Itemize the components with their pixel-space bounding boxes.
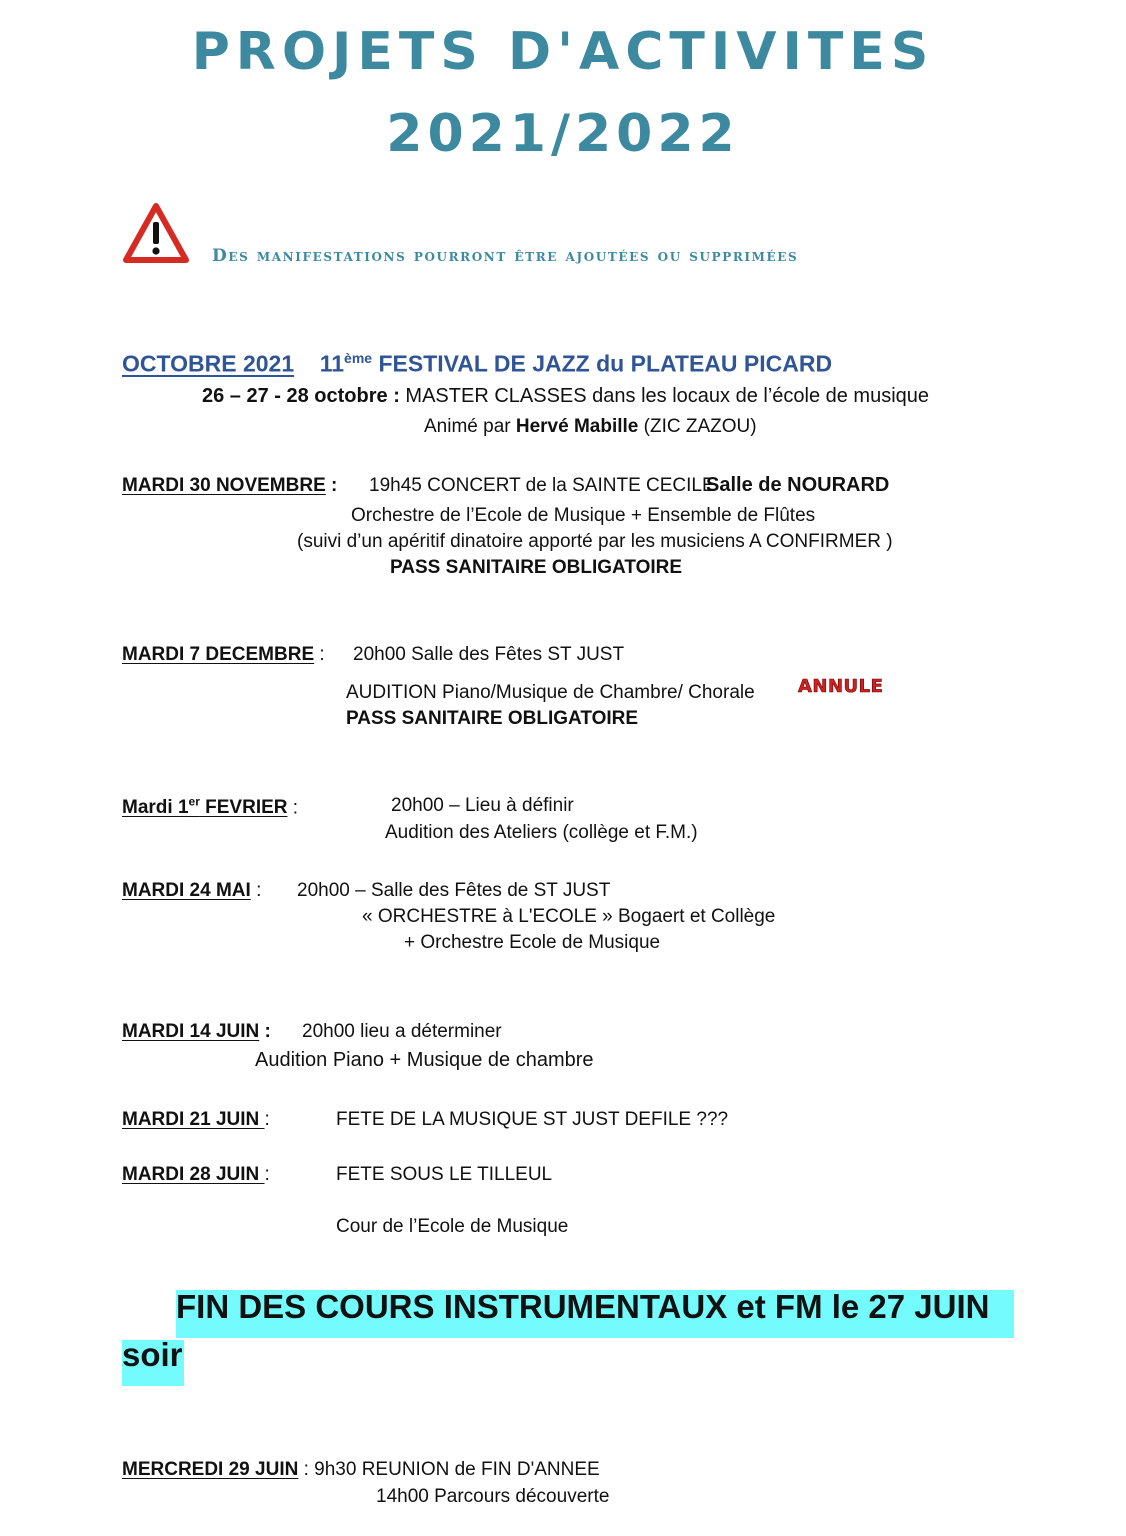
event-june-28 [122,1164,270,1186]
june-29-line-2: 14h00 Parcours découverte [376,1486,610,1507]
date-colon: : [250,880,262,901]
october-month: OCTOBRE 2021 [122,350,295,377]
event-venue-november: Salle de NOURARD [706,474,890,496]
event-date-june-28: MARDI 28 JUIN [122,1164,265,1185]
date-colon: : [287,797,299,819]
festival-number-suffix: ème [344,350,373,366]
date-colon: : [264,1164,270,1185]
event-june-21 [122,1109,270,1131]
december-line-2: AUDITION Piano/Musique de Chambre/ Chorale [346,682,755,703]
event-date-june-29: MERCREDI 29 JUIN [122,1459,299,1480]
festival-name: FESTIVAL DE JAZZ du PLATEAU PICARD [372,350,833,377]
november-pass-sanitaire: PASS SANITAIRE OBLIGATOIRE [390,557,683,578]
event-june-14 [122,1021,271,1043]
november-line-2: Orchestre de l’Ecole de Musique + Ensemble de Flûtes [351,505,816,526]
event-time-june-14: 20h00 lieu a déterminer [302,1021,502,1042]
master-classes-line [202,385,929,408]
november-line-3: (suivi d’un apéritif dinatoire apporté par les musiciens A CONFIRMER ) [297,531,893,552]
event-time-february: 20h00 – Lieu à définir [391,795,574,816]
event-date-february [122,797,288,818]
page-subtitle-year: 2021/2022 [386,104,740,164]
date-colon: : [264,1109,270,1130]
event-date-may: MARDI 24 MAI [122,880,251,901]
feb-date-day: Mardi 1 [122,797,189,819]
warning-notice: Des manifestations pourront être ajoutées ou supprimées [212,246,799,266]
animator-prefix: Animé par [424,416,516,437]
end-of-classes-line-2: soir [122,1336,183,1373]
event-june-29 [122,1459,600,1481]
master-classes-dates: 26 – 27 - 28 octobre : [202,385,400,407]
date-colon: : [325,475,338,496]
date-colon: : [259,1021,271,1042]
event-time-november: 19h45 CONCERT de la SAINTE CECILE [369,475,715,496]
event-time-june-29: : 9h30 REUNION de FIN D'ANNEE [298,1459,600,1480]
festival-number: 11 [319,350,345,377]
animator-name: Hervé Mabille [515,416,639,437]
event-date-june-21: MARDI 21 JUIN [122,1109,265,1130]
event-time-may: 20h00 – Salle des Fêtes de ST JUST [297,880,611,901]
event-date-december: MARDI 7 DECEMBRE [122,644,315,665]
december-pass-sanitaire: PASS SANITAIRE OBLIGATOIRE [346,708,639,729]
may-line-2: « ORCHESTRE à L'ECOLE » Bogaert et Collège [362,906,776,927]
date-colon: : [314,644,325,665]
october-heading [122,350,832,378]
animator-line [424,416,757,438]
warning-triangle-icon [122,202,190,264]
may-line-3: + Orchestre Ecole de Musique [404,932,661,953]
event-november-detail [369,475,715,497]
end-of-classes-line-1: FIN DES COURS INSTRUMENTAUX et FM le 27 JUIN [176,1288,990,1325]
june-14-line-2: Audition Piano + Musique de chambre [255,1049,594,1071]
status-badge-annule: ANNULE [798,676,884,697]
event-text-june-28: FETE SOUS LE TILLEUL [336,1164,553,1185]
page-title: PROJETS D'ACTIVITES [191,22,935,82]
feb-date-suffix: er [188,795,200,809]
event-date-november: MARDI 30 NOVEMBRE [122,475,326,496]
event-november [122,475,337,497]
june-28-line-2: Cour de l’Ecole de Musique [336,1216,569,1237]
february-line-2: Audition des Ateliers (collège et F.M.) [385,822,698,843]
event-february [122,795,298,819]
event-december [122,644,325,666]
event-may [122,880,261,902]
event-text-june-21: FETE DE LA MUSIQUE ST JUST DEFILE ??? [336,1109,729,1130]
event-date-june-14: MARDI 14 JUIN [122,1021,260,1042]
event-time-december: 20h00 Salle des Fêtes ST JUST [353,644,625,665]
master-classes-text: MASTER CLASSES dans les locaux de l’école de musique [399,385,930,407]
feb-date-month: FEVRIER [199,797,288,819]
animator-group: (ZIC ZAZOU) [638,416,757,437]
